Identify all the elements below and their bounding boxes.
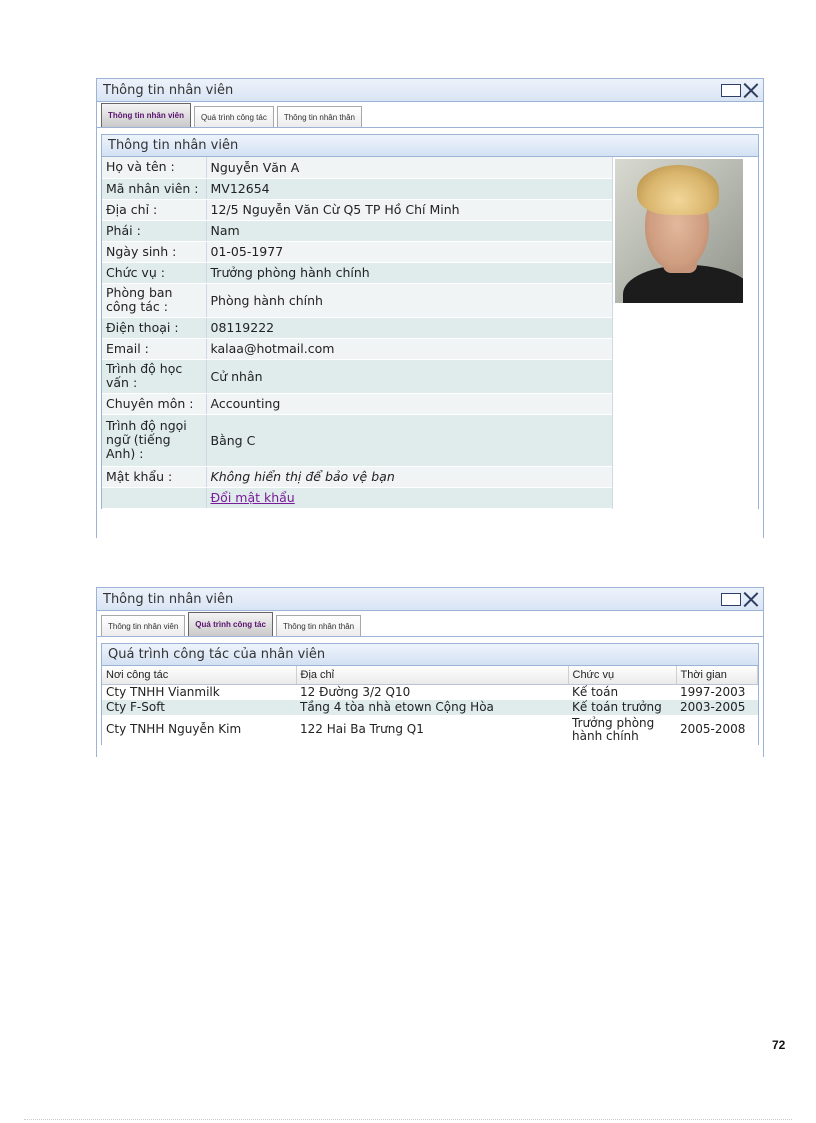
info-row <box>102 199 612 220</box>
info-row <box>102 283 612 317</box>
tab-family-info[interactable]: Thông tin nhân thân <box>276 615 361 636</box>
info-row <box>102 157 612 178</box>
tab-work-history[interactable]: Quá trình công tác <box>194 106 274 127</box>
field-value: Accounting <box>206 393 612 414</box>
tab-employee-info[interactable]: Thông tin nhân viên <box>101 103 191 127</box>
info-row <box>102 241 612 262</box>
field-label: Trình độ học vấn : <box>102 359 206 393</box>
window-title: Thông tin nhân viên <box>103 82 234 98</box>
cell-address: 122 Hai Ba Trưng Q1 <box>296 715 568 745</box>
cell-position: Trưởng phòng hành chính <box>568 715 676 745</box>
table-row[interactable] <box>102 715 758 745</box>
cell-position: Kế toán trưởng <box>568 700 676 715</box>
work-history-table <box>102 666 758 745</box>
window-titlebar <box>97 587 763 611</box>
close-icon[interactable] <box>743 591 759 607</box>
cell-period: 1997-2003 <box>676 685 758 700</box>
panel-title: Quá trình công tác của nhân viên <box>102 644 758 666</box>
page-number: 72 <box>772 1038 786 1052</box>
tab-work-history[interactable]: Quá trình công tác <box>188 612 273 636</box>
field-value: kalaa@hotmail.com <box>206 338 612 359</box>
divider <box>24 1119 792 1120</box>
field-value: Trưởng phòng hành chính <box>206 262 612 283</box>
info-row <box>102 487 612 508</box>
info-row <box>102 359 612 393</box>
field-label: Chức vụ : <box>102 262 206 283</box>
cell-place: Cty TNHH Vianmilk <box>102 685 296 700</box>
field-value: 01-05-1977 <box>206 241 612 262</box>
column-header-position[interactable]: Chức vụ <box>568 666 676 685</box>
window-controls <box>721 82 759 98</box>
cell-place: Cty F-Soft <box>102 700 296 715</box>
field-label: Trình độ ngọi ngữ (tiếng Anh) : <box>102 414 206 466</box>
window-controls <box>721 591 759 607</box>
info-row <box>102 414 612 466</box>
field-label: Điện thoại : <box>102 317 206 338</box>
work-history-panel <box>101 643 759 745</box>
employee-info-table <box>102 157 612 509</box>
window-title: Thông tin nhân viên <box>103 591 234 607</box>
field-label: Họ và tên : <box>102 157 206 178</box>
panel-title: Thông tin nhân viên <box>102 135 758 157</box>
info-row <box>102 393 612 414</box>
cell-period: 2005-2008 <box>676 715 758 745</box>
cell-period: 2003-2005 <box>676 700 758 715</box>
tab-family-info[interactable]: Thông tin nhân thân <box>277 106 362 127</box>
tab-bar <box>97 102 763 128</box>
maximize-icon[interactable] <box>721 84 741 97</box>
table-row[interactable] <box>102 700 758 715</box>
cell-address: 12 Đường 3/2 Q10 <box>296 685 568 700</box>
cell-position: Kế toán <box>568 685 676 700</box>
field-value: Bằng C <box>206 414 612 466</box>
employee-info-window <box>96 78 764 538</box>
column-header-period[interactable]: Thời gian <box>676 666 758 685</box>
window-titlebar <box>97 78 763 102</box>
maximize-icon[interactable] <box>721 593 741 606</box>
info-row <box>102 220 612 241</box>
field-value: Nam <box>206 220 612 241</box>
field-label: Mã nhân viên : <box>102 178 206 199</box>
cell-address: Tầng 4 tòa nhà etown Cộng Hòa <box>296 700 568 715</box>
close-icon[interactable] <box>743 82 759 98</box>
field-value: Cử nhân <box>206 359 612 393</box>
change-password-link[interactable]: Đổi mật khẩu <box>210 490 295 505</box>
field-value: MV12654 <box>206 178 612 199</box>
work-history-window <box>96 587 764 757</box>
field-label: Địa chỉ : <box>102 199 206 220</box>
field-value: 12/5 Nguyễn Văn Cừ Q5 TP Hồ Chí Minh <box>206 199 612 220</box>
field-value: Không hiển thị để bảo vệ bạn <box>206 466 612 487</box>
field-label: Ngày sinh : <box>102 241 206 262</box>
field-label: Email : <box>102 338 206 359</box>
tab-bar <box>97 611 763 637</box>
info-row <box>102 262 612 283</box>
photo-column <box>612 157 758 509</box>
field-label: Phòng ban công tác : <box>102 283 206 317</box>
field-value: 08119222 <box>206 317 612 338</box>
field-label: Phái : <box>102 220 206 241</box>
field-label: Chuyên môn : <box>102 393 206 414</box>
info-row <box>102 178 612 199</box>
cell-place: Cty TNHH Nguyễn Kim <box>102 715 296 745</box>
field-value: Phòng hành chính <box>206 283 612 317</box>
info-row <box>102 317 612 338</box>
info-row <box>102 466 612 487</box>
info-row <box>102 338 612 359</box>
employee-photo <box>615 159 743 303</box>
tab-employee-info[interactable]: Thông tin nhân viên <box>101 615 185 636</box>
field-label: Mật khẩu : <box>102 466 206 487</box>
field-value: Nguyễn Văn A <box>206 157 612 178</box>
table-row[interactable] <box>102 685 758 700</box>
employee-info-panel <box>101 134 759 509</box>
column-header-address[interactable]: Địa chỉ <box>296 666 568 685</box>
column-header-place[interactable]: Nơi công tác <box>102 666 296 685</box>
